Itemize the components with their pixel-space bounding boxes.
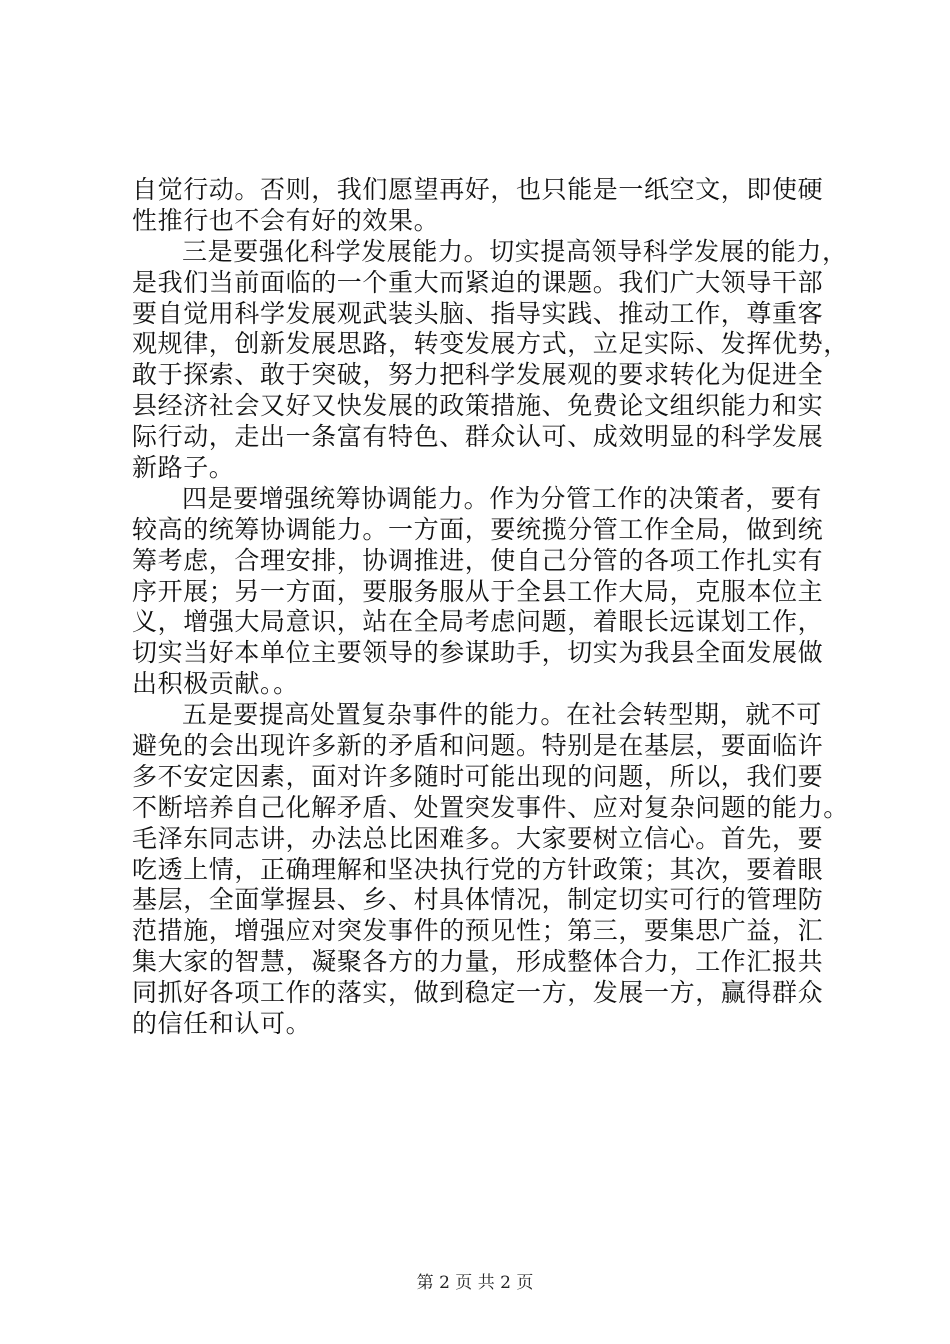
document-body [132, 175, 849, 1040]
text-line: 较高的统筹协调能力。一方面，要统揽分管工作全局，做到统 [132, 514, 824, 544]
text-line: 际行动，走出一条富有特色、群众认可、成效明显的科学发展 [132, 422, 824, 452]
page-number-label: 第 2 页 共 2 页 [416, 1273, 534, 1293]
text-line: 的信任和认可。 [132, 1009, 312, 1039]
text-line: 是我们当前面临的一个重大而紧迫的课题。我们广大领导干部 [132, 267, 824, 297]
text-line: 要自觉用科学发展观武装头脑、指导实践、推动工作，尊重客 [132, 298, 824, 328]
text-line: 义，增强大局意识，站在全局考虑问题，着眼长远谋划工作， [132, 607, 824, 637]
text-line: 避免的会出现许多新的矛盾和问题。特别是在基层，要面临许 [132, 731, 824, 761]
text-line: 切实当好本单位主要领导的参谋助手，切实为我县全面发展做 [132, 638, 824, 668]
text-line: 多不安定因素，面对许多随时可能出现的问题，所以，我们要 [132, 761, 824, 791]
text-line: 出积极贡献。。 [132, 669, 299, 699]
text-line: 毛泽东同志讲，办法总比困难多。大家要树立信心。首先，要 [132, 823, 824, 853]
paragraph-start-line: 五是要提高处置复杂事件的能力。在社会转型期，就不可 [182, 700, 823, 730]
text-line: 集大家的智慧，凝聚各方的力量，形成整体合力，工作汇报共 [132, 947, 824, 977]
text-line: 县经济社会又好又快发展的政策措施、免费论文组织能力和实 [132, 391, 824, 421]
text-line: 自觉行动。否则，我们愿望再好，也只能是一纸空文，即使硬 [132, 175, 824, 204]
text-line: 基层，全面掌握县、乡、村具体情况，制定切实可行的管理防 [132, 885, 824, 915]
text-line: 观规律，创新发展思路，转变发展方式，立足实际、发挥优势， [132, 329, 849, 359]
text-line: 性推行也不会有好的效果。 [132, 205, 440, 235]
paragraph-start-line: 四是要增强统筹协调能力。作为分管工作的决策者，要有 [182, 483, 823, 513]
text-line: 新路子。 [132, 453, 235, 483]
text-line: 范措施，增强应对突发事件的预见性；第三，要集思广益，汇 [132, 916, 824, 946]
paragraph-start-line: 三是要强化科学发展能力。切实提高领导科学发展的能力， [182, 236, 848, 266]
text-line: 不断培养自己化解矛盾、处置突发事件、应对复杂问题的能力。 [132, 792, 849, 822]
text-line: 筹考虑，合理安排，协调推进，使自己分管的各项工作扎实有 [132, 545, 824, 575]
text-line: 同抓好各项工作的落实，做到稳定一方，发展一方，赢得群众 [132, 978, 824, 1008]
text-line: 吃透上情，正确理解和坚决执行党的方针政策；其次，要着眼 [132, 854, 824, 884]
text-line: 敢于探索、敢于突破，努力把科学发展观的要求转化为促进全 [132, 360, 824, 390]
text-line: 序开展；另一方面，要服务服从于全县工作大局，克服本位主 [132, 576, 824, 606]
page-footer [0, 1273, 950, 1293]
